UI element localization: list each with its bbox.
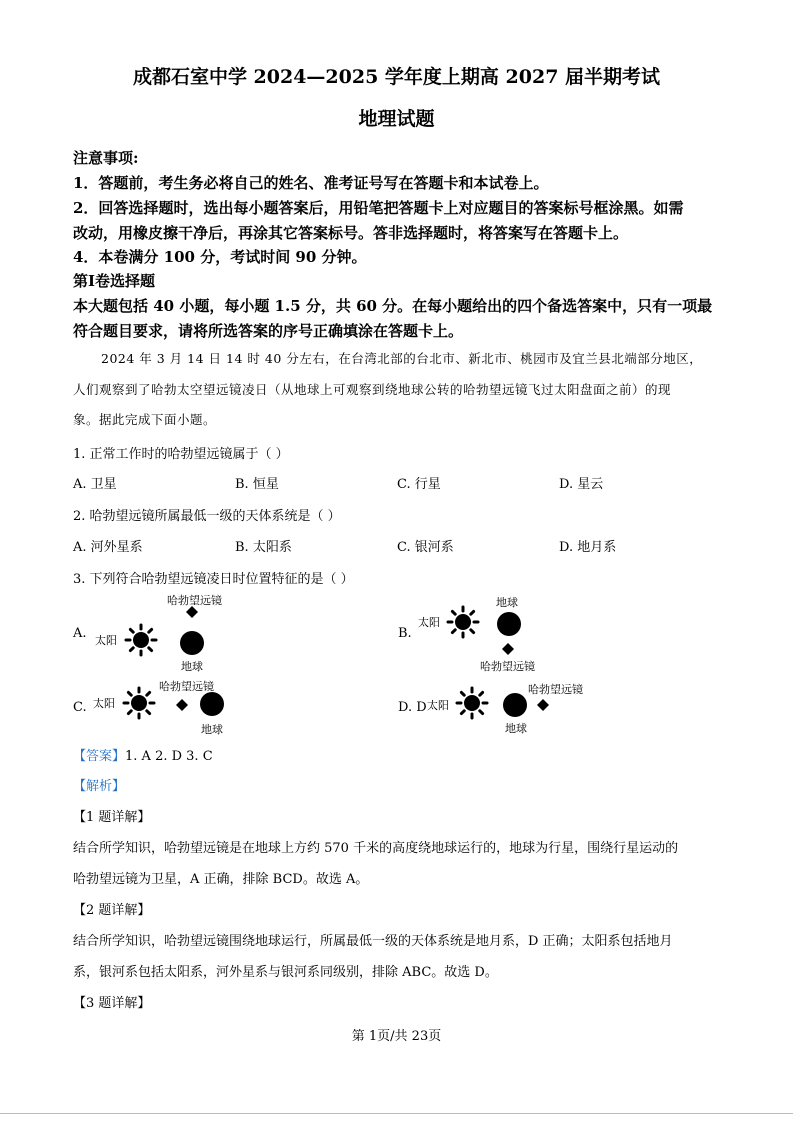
detail-1-line-2: 哈勃望远镜为卫星，A 正确，排除 BCD。故选 A。 [73, 872, 369, 887]
section-heading: 第Ⅰ卷选择题 [73, 272, 156, 290]
q3-diagram-d [425, 675, 600, 740]
earth-label: 地球 [201, 723, 223, 736]
hubble-label: 哈勃望远镜 [159, 680, 214, 693]
hubble-label: 哈勃望远镜 [528, 683, 583, 696]
q1-option-a: A. 卫星 [73, 477, 117, 492]
sun-icon [124, 688, 154, 718]
notice-item-4: 4．本卷满分 100 分，考试时间 90 分钟。 [73, 248, 367, 266]
q2-stem: 2. 哈勃望远镜所属最低一级的天体系统是（ ） [73, 509, 341, 524]
q3-option-a-label: A. [73, 626, 87, 641]
detail-2-heading: 【2 题详解】 [73, 903, 151, 918]
hubble-icon [502, 643, 514, 655]
earth-icon [200, 692, 224, 716]
notice-item-1: 1．答题前，考生务必将自己的姓名、准考证号写在答题卡和本试卷上。 [73, 174, 549, 192]
q1-option-c: C. 行星 [397, 477, 441, 492]
hubble-label: 哈勃望远镜 [480, 660, 535, 673]
earth-label: 地球 [181, 660, 203, 673]
exam-subject: 地理试题 [358, 108, 435, 130]
q2-option-b: B. 太阳系 [235, 540, 292, 555]
q2-option-a: A. 河外星系 [73, 540, 143, 555]
q3-option-c-label: C. [73, 700, 87, 715]
q3-stem: 3. 下列符合哈勃望远镜凌日时位置特征的是（ ） [73, 572, 354, 587]
passage-line-1: 2024 年 3 月 14 日 14 时 40 分左右，在台湾北部的台北市、新北市、桃园市及宜兰县北端部分地区， [101, 351, 703, 366]
notice-heading: 注意事项: [73, 149, 139, 167]
q3-option-b-label: B. [398, 626, 412, 641]
sun-icon [457, 688, 487, 718]
sun-icon [126, 625, 156, 655]
hubble-label: 哈勃望远镜 [167, 594, 222, 607]
earth-icon [497, 612, 521, 636]
detail-1-line-1: 结合所学知识，哈勃望远镜是在地球上方约 570 千米的高度绕地球运行的，地球为行星，围绕行星运动的 [73, 841, 679, 856]
answer-values: 1. A 2. D 3. C [125, 749, 213, 764]
q3-diagram-b [410, 592, 570, 672]
notice-item-2a: 2．回答选择题时，选出每小题答案后，用铅笔把答题卡上对应题目的答案标号框涂黑。如需 [73, 199, 684, 217]
detail-2-line-1: 结合所学知识，哈勃望远镜围绕地球运行，所属最低一级的天体系统是地月系，D 正确；太阳系包括地月 [73, 934, 673, 949]
earth-label: 地球 [496, 596, 518, 609]
exam-title: 成都石室中学 2024—2025 学年度上期高 2027 届半期考试 [132, 66, 661, 88]
passage-line-2: 人们观察到了哈勃太空望远镜凌日（从地球上可观察到绕地球公转的哈勃望远镜飞过太阳盘面之前）的现 [73, 382, 672, 397]
q3-diagram-a [85, 590, 245, 673]
section-intro-b: 符合题目要求，请将所选答案的序号正确填涂在答题卡上。 [73, 322, 464, 340]
sun-label: 太阳 [418, 616, 440, 629]
earth-icon [180, 631, 204, 655]
answer-label: 【答案】 [73, 749, 126, 764]
q1-option-b: B. 恒星 [235, 477, 279, 492]
q3-diagram-c [85, 675, 255, 740]
sun-label: 太阳 [95, 634, 117, 647]
q2-option-c: C. 银河系 [397, 540, 454, 555]
hubble-icon [537, 699, 549, 711]
q1-option-d: D. 星云 [559, 477, 604, 492]
detail-1-heading: 【1 题详解】 [73, 810, 151, 825]
q2-option-d: D. 地月系 [559, 540, 617, 555]
analysis-label: 【解析】 [73, 779, 126, 794]
earth-label: 地球 [505, 722, 527, 735]
answer-row [73, 745, 213, 764]
page-bottom-divider [0, 1113, 793, 1114]
detail-3-heading: 【3 题详解】 [73, 996, 151, 1011]
detail-2-line-2: 系，银河系包括太阳系，河外星系与银河系同级别，排除 ABC。故选 D。 [73, 965, 498, 980]
q1-stem: 1. 正常工作时的哈勃望远镜属于（ ） [73, 447, 289, 462]
hubble-icon [176, 699, 188, 711]
sun-icon [448, 607, 478, 637]
sun-label: 太阳 [427, 699, 449, 712]
notice-item-2b: 改动，用橡皮擦干净后，再涂其它答案标号。答非选择题时，将答案写在答题卡上。 [73, 224, 629, 242]
section-intro-a: 本大题包括 40 小题，每小题 1.5 分，共 60 分。在每小题给出的四个备选答案中，只有一项最 [73, 297, 713, 315]
earth-icon [503, 693, 527, 717]
sun-label: 太阳 [93, 697, 115, 710]
q3-option-d-label: D. D [398, 700, 427, 715]
passage-line-3: 象。据此完成下面小题。 [73, 412, 217, 427]
page-footer: 第 1页/共 23页 [351, 1029, 442, 1044]
